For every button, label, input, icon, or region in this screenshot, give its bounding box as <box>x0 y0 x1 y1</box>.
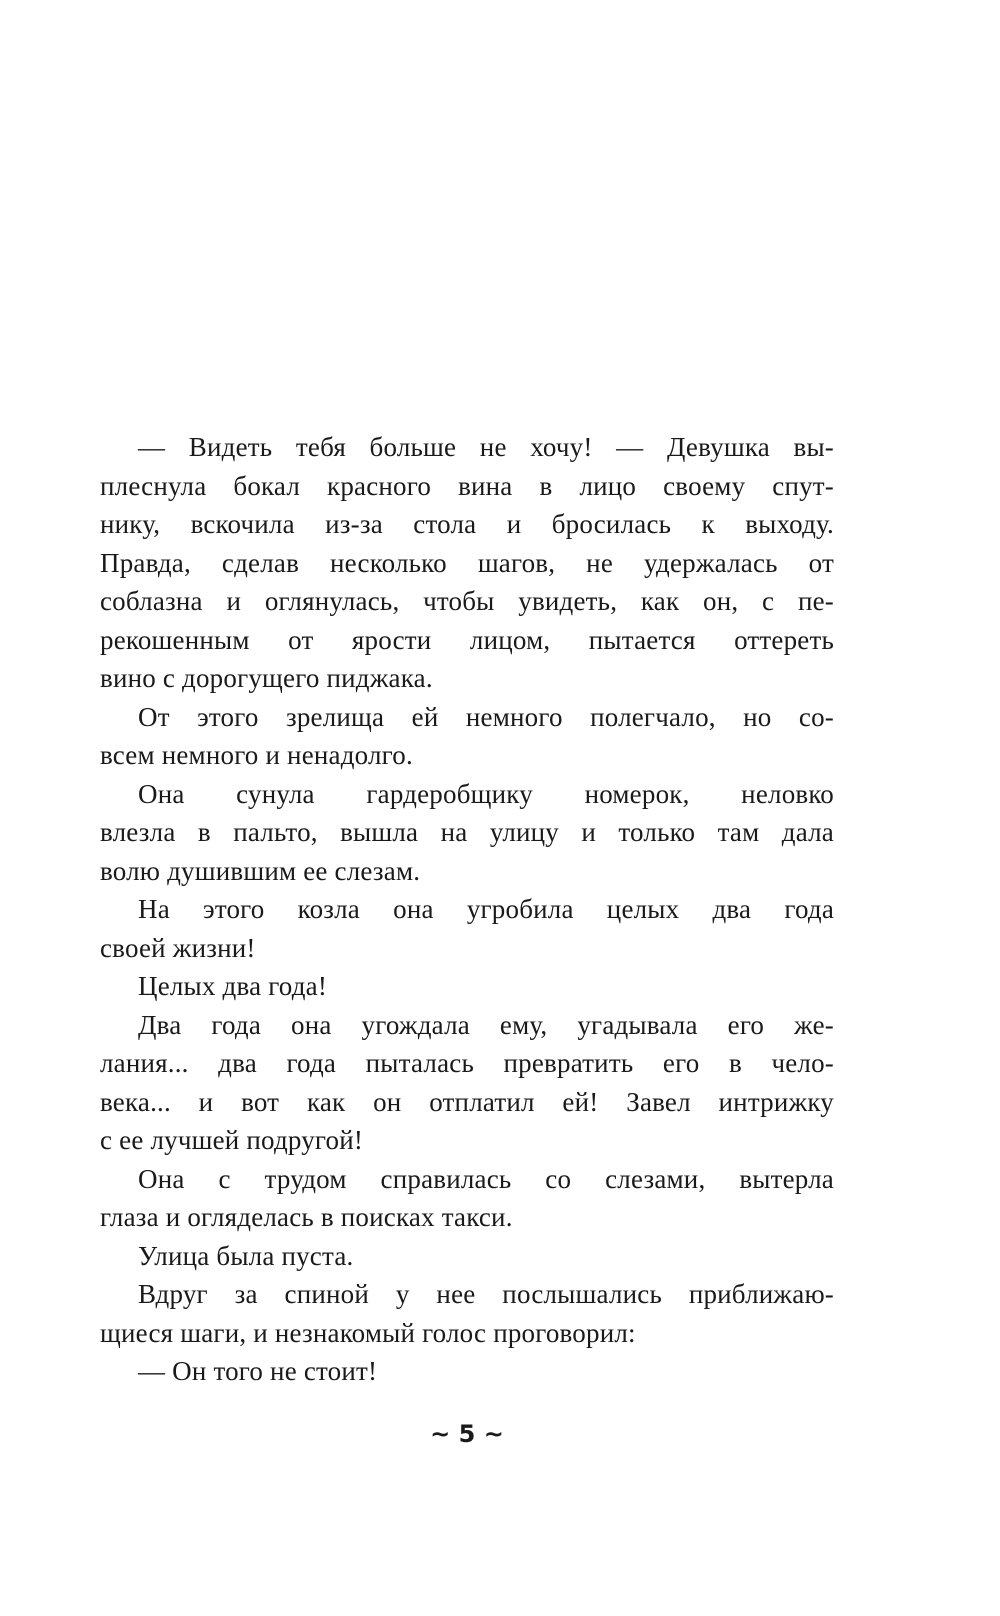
text-line: века... и вот как он отплатил ей! Завел интрижку <box>100 1086 834 1117</box>
text-line: всем немного и ненадолго. <box>100 740 413 770</box>
text-line: своей жизни! <box>100 932 256 963</box>
body-text <box>100 428 834 1391</box>
text-line: — Он того не стоит! <box>138 1356 378 1386</box>
text-line: — Видеть тебя больше не хочу! — Девушка вы- <box>138 432 834 462</box>
text-line: Она с трудом справилась со слезами, вытерла <box>138 1163 834 1194</box>
text-line: Вдруг за спиной у нее послышались приближаю- <box>138 1279 834 1309</box>
text-line: Она сунула гардеробщику номерок, неловко <box>138 778 834 809</box>
text-line: От этого зрелища ей немного полегчало, но со- <box>138 701 834 732</box>
text-line: Правда, сделав несколько шагов, не удержалась от <box>100 547 834 578</box>
text-line: соблазна и оглянулась, чтобы увидеть, как он, с пе- <box>100 586 834 616</box>
text-line: влезла в пальто, вышла на улицу и только там дала <box>100 817 834 847</box>
text-line: На этого козла она угробила целых два года <box>138 894 834 924</box>
text-line: Два года она угождала ему, угадывала его же- <box>138 1009 834 1040</box>
text-line: волю душившим ее слезам. <box>100 855 421 886</box>
text-line: глаза и огляделась в поисках такси. <box>100 1202 513 1232</box>
text-line: вино с дорогущего пиджака. <box>100 663 433 693</box>
text-line: нику, вскочила из-за стола и бросилась к выходу. <box>100 509 834 539</box>
text-line: с ее лучшей подругой! <box>100 1125 364 1155</box>
text-line: плеснула бокал красного вина в лицо своему спут- <box>100 470 834 501</box>
text-line: рекошенным от ярости лицом, пытается оттереть <box>100 624 834 655</box>
page-number: ~ 5 ~ <box>430 1420 504 1448</box>
text-line: Улица была пуста. <box>138 1240 354 1271</box>
text-line: Целых два года! <box>138 971 328 1001</box>
text-line: лания... два года пыталась превратить его в чело- <box>100 1048 834 1078</box>
text-line: щиеся шаги, и незнакомый голос проговорил: <box>100 1317 636 1348</box>
